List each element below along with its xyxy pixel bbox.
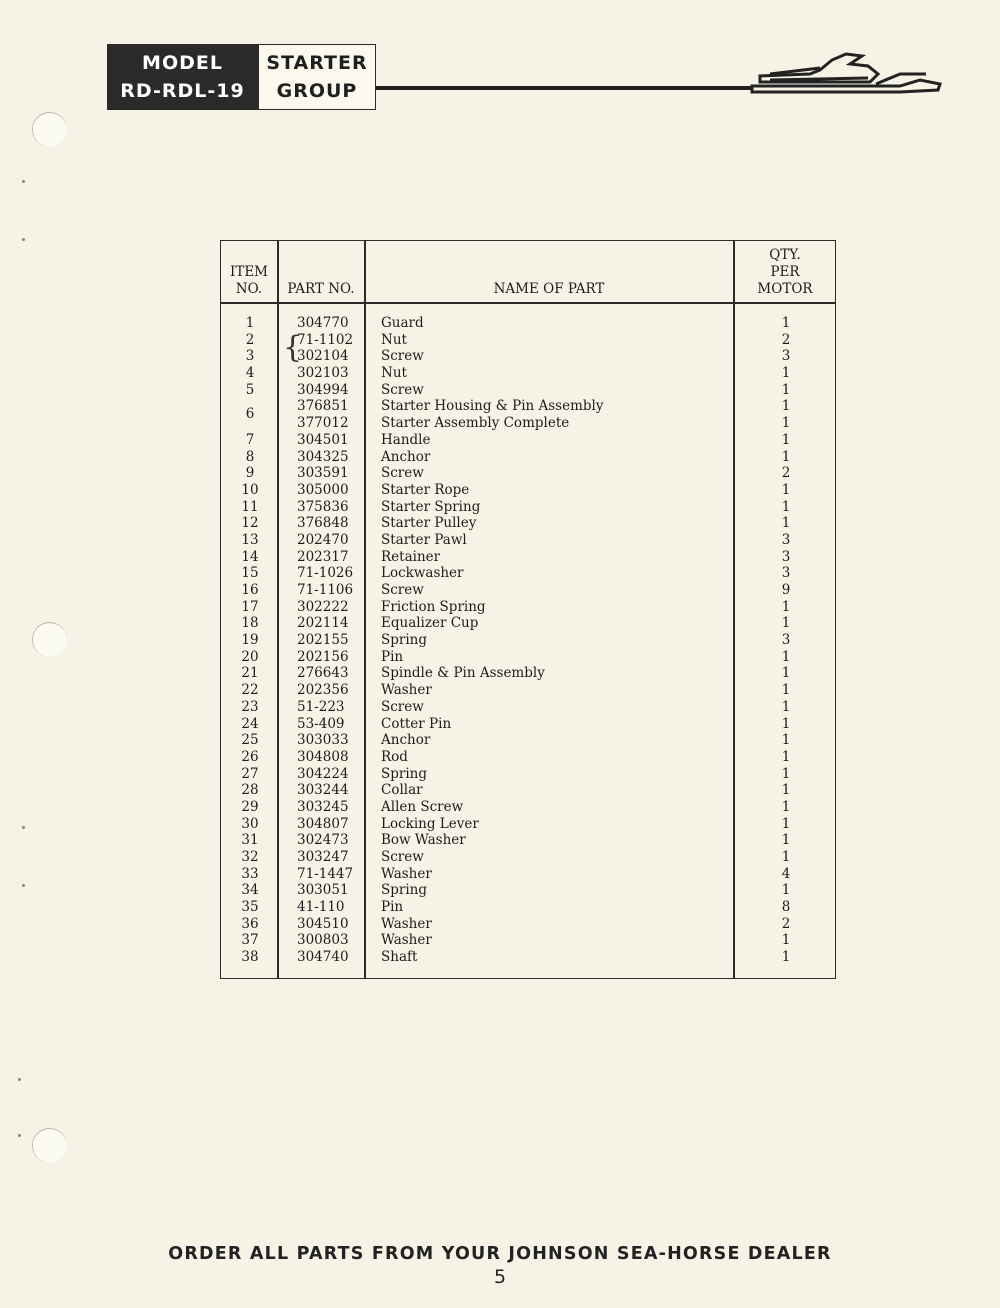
- part-no: 303247: [297, 849, 349, 865]
- quantity: 3: [781, 632, 791, 649]
- quantity: 1: [781, 732, 791, 749]
- item-no: 17: [241, 598, 259, 615]
- part-no: 71-1102: [297, 331, 354, 348]
- part-name: Washer: [381, 915, 432, 932]
- quantity: 3: [781, 548, 791, 565]
- table-row: [221, 415, 835, 432]
- part-name: Cotter Pin: [381, 715, 452, 732]
- quantity: 1: [781, 815, 791, 832]
- part-name: Anchor: [381, 732, 431, 749]
- table-row: [221, 465, 835, 482]
- item-no: 32: [241, 849, 259, 865]
- header-item-line1: ITEM: [229, 264, 268, 280]
- table-row: [221, 432, 835, 449]
- item-no: 8: [245, 448, 255, 465]
- item-no: 22: [241, 682, 259, 699]
- part-no: 304325: [297, 448, 349, 465]
- part-no: 376851: [297, 398, 349, 415]
- part-name: Screw: [381, 698, 424, 715]
- quantity: 1: [781, 949, 791, 966]
- table-row: [221, 348, 835, 365]
- paper-speck: [22, 180, 25, 183]
- quantity: 1: [781, 448, 791, 465]
- part-no: 302473: [297, 832, 349, 849]
- parts-table: [220, 240, 836, 979]
- sea-horse-logo-icon: [750, 44, 945, 98]
- item-no: 27: [241, 765, 259, 782]
- part-name: Spring: [381, 882, 427, 899]
- quantity: 1: [781, 698, 791, 715]
- part-name: Friction Spring: [381, 598, 486, 615]
- part-name: Spring: [381, 765, 427, 782]
- quantity: 3: [781, 531, 791, 548]
- part-no: 71-1106: [297, 582, 354, 598]
- table-row: [221, 799, 835, 816]
- paper-speck: [22, 826, 25, 829]
- part-no: 53-409: [297, 715, 345, 732]
- quantity: 2: [781, 915, 791, 932]
- quantity: 8: [781, 899, 791, 916]
- table-row: [221, 899, 835, 916]
- table-row: [221, 932, 835, 949]
- quantity: 1: [781, 481, 791, 498]
- table-row: [221, 665, 835, 682]
- table-row: [221, 716, 835, 733]
- order-notice: ORDER ALL PARTS FROM YOUR JOHNSON SEA-HORSE DEALER: [168, 1244, 832, 1264]
- item-no: 10: [241, 481, 259, 498]
- table-row: [221, 549, 835, 566]
- part-no: 304994: [297, 381, 349, 398]
- quantity: 1: [781, 315, 791, 331]
- part-name: Spring: [381, 632, 427, 649]
- part-no: 302103: [297, 365, 349, 382]
- item-no: 21: [241, 665, 259, 682]
- part-name: Starter Housing & Pin Assembly: [381, 398, 604, 415]
- part-name: Equalizer Cup: [381, 615, 479, 632]
- part-no: 304770: [297, 315, 349, 331]
- item-no: 34: [241, 882, 259, 899]
- table-row: [221, 766, 835, 783]
- item-no: 6: [245, 406, 255, 423]
- part-no: 202470: [297, 531, 349, 548]
- part-no: 376848: [297, 515, 349, 532]
- part-name: Anchor: [381, 448, 431, 465]
- item-no: 1: [245, 315, 255, 331]
- item-no: 11: [241, 498, 259, 515]
- table-row: [221, 365, 835, 382]
- part-name: Locking Lever: [381, 815, 479, 832]
- header-rule: [376, 86, 751, 90]
- quantity: 3: [781, 348, 791, 365]
- part-no: 202356: [297, 682, 349, 699]
- part-name: Washer: [381, 865, 432, 882]
- part-no: 303591: [297, 465, 349, 482]
- item-no: 19: [241, 632, 259, 649]
- item-no: 38: [241, 949, 259, 966]
- quantity: 2: [781, 465, 791, 482]
- part-no: 304224: [297, 765, 349, 782]
- quantity: 1: [781, 415, 791, 432]
- item-no: 18: [241, 615, 259, 632]
- part-name: Rod: [381, 748, 408, 765]
- item-no: 9: [245, 465, 255, 482]
- part-no: 302104: [297, 348, 349, 365]
- quantity: 1: [781, 882, 791, 899]
- quantity: 1: [781, 431, 791, 448]
- part-name: Spindle & Pin Assembly: [381, 665, 545, 682]
- table-row: [221, 565, 835, 582]
- quantity: 9: [781, 582, 791, 598]
- quantity: 1: [781, 598, 791, 615]
- part-no: 51-223: [297, 698, 345, 715]
- header-divider: [221, 302, 835, 304]
- header-qty-line3: MOTOR: [757, 281, 813, 297]
- item-no: 14: [241, 548, 259, 565]
- header-part-no: [278, 241, 364, 302]
- item-no: 15: [241, 565, 259, 582]
- part-name: Starter Pawl: [381, 531, 467, 548]
- part-name: Washer: [381, 682, 432, 699]
- quantity: 1: [781, 748, 791, 765]
- table-row: [221, 632, 835, 649]
- part-name: Collar: [381, 782, 423, 799]
- model-label-box: [107, 44, 258, 110]
- part-no: 41-110: [297, 899, 345, 916]
- part-name: Starter Spring: [381, 498, 481, 515]
- part-name: Pin: [381, 899, 404, 916]
- group-label-line1: STARTER: [266, 52, 368, 74]
- quantity: 1: [781, 365, 791, 382]
- table-row: [221, 749, 835, 766]
- table-row: [221, 649, 835, 666]
- item-no: 25: [241, 732, 259, 749]
- part-name: Starter Rope: [381, 481, 470, 498]
- table-row: [221, 849, 835, 866]
- quantity: 1: [781, 832, 791, 849]
- part-no: 71-1026: [297, 565, 354, 582]
- item-no: 5: [245, 381, 255, 398]
- quantity: 1: [781, 498, 791, 515]
- item-no: 26: [241, 748, 259, 765]
- part-name: Screw: [381, 849, 424, 865]
- item-no: 3: [245, 348, 255, 365]
- item-no: 30: [241, 815, 259, 832]
- quantity: 3: [781, 565, 791, 582]
- part-no: 276643: [297, 665, 349, 682]
- part-no: 303244: [297, 782, 349, 799]
- part-no: 304510: [297, 915, 349, 932]
- table-row: [221, 816, 835, 833]
- item-no: 36: [241, 915, 259, 932]
- table-row: [221, 832, 835, 849]
- table-row: [221, 699, 835, 716]
- part-name: Guard: [381, 315, 424, 331]
- part-name: Screw: [381, 348, 424, 365]
- part-name: Bow Washer: [381, 832, 466, 849]
- table-row: [221, 782, 835, 799]
- part-no: 304501: [297, 431, 349, 448]
- part-name: Screw: [381, 582, 424, 598]
- table-row: [221, 882, 835, 899]
- table-row: [221, 949, 835, 966]
- group-label-box: [258, 44, 376, 110]
- part-no: 304740: [297, 949, 349, 966]
- item-no: 2: [245, 331, 255, 348]
- part-name: Lockwasher: [381, 565, 464, 582]
- part-name: Retainer: [381, 548, 441, 565]
- part-name: Washer: [381, 932, 432, 949]
- table-row: [221, 615, 835, 632]
- part-name: Starter Assembly Complete: [381, 415, 570, 432]
- table-row: [221, 866, 835, 883]
- group-label-line2: GROUP: [276, 80, 358, 102]
- quantity: 1: [781, 381, 791, 398]
- quantity: 1: [781, 932, 791, 949]
- part-no: 303245: [297, 798, 349, 815]
- quantity: 1: [781, 782, 791, 799]
- header-item-no: [221, 241, 277, 302]
- quantity: 2: [781, 331, 791, 348]
- model-number: RD-RDL-19: [120, 80, 245, 102]
- part-name: Screw: [381, 465, 424, 482]
- header-qty-line1: QTY.: [769, 247, 801, 263]
- table-row: [221, 532, 835, 549]
- part-name: Shaft: [381, 949, 418, 966]
- binder-hole-bottom: [32, 1128, 67, 1163]
- table-row: [221, 398, 835, 423]
- item-no: 20: [241, 648, 259, 665]
- item-no: 16: [241, 582, 259, 598]
- item-no: 29: [241, 798, 259, 815]
- item-no: 35: [241, 899, 259, 916]
- table-row: [221, 332, 835, 349]
- part-name: Allen Screw: [381, 798, 464, 815]
- header-qty-per-motor: [734, 241, 836, 302]
- header-part-label: PART NO.: [287, 281, 355, 297]
- part-name: Pin: [381, 648, 404, 665]
- part-name: Starter Pulley: [381, 515, 477, 532]
- part-no: 304808: [297, 748, 349, 765]
- binder-hole-middle: [32, 622, 67, 657]
- part-name: Nut: [381, 365, 407, 382]
- part-name: Screw: [381, 381, 424, 398]
- paper-speck: [22, 238, 25, 241]
- quantity: 1: [781, 515, 791, 532]
- table-row: [221, 732, 835, 749]
- quantity: 1: [781, 849, 791, 865]
- part-no: 377012: [297, 415, 349, 432]
- table-row: [221, 499, 835, 516]
- part-no: 302222: [297, 598, 349, 615]
- paper-speck: [22, 884, 25, 887]
- item-no: 12: [241, 515, 259, 532]
- page-number: 5: [493, 1266, 507, 1288]
- table-body: [221, 315, 835, 966]
- header-item-line2: NO.: [235, 281, 263, 297]
- table-row: [221, 449, 835, 466]
- paper-speck: [18, 1134, 21, 1137]
- table-row: [221, 682, 835, 699]
- part-no: 202156: [297, 648, 349, 665]
- part-no: 303033: [297, 732, 349, 749]
- quantity: 4: [781, 865, 791, 882]
- brace-item-6: {: [283, 330, 303, 365]
- part-no: 305000: [297, 481, 349, 498]
- item-no: 13: [241, 531, 259, 548]
- quantity: 1: [781, 398, 791, 415]
- binder-hole-top: [32, 112, 67, 147]
- table-row: [221, 315, 835, 332]
- item-no: 33: [241, 865, 259, 882]
- table-row: [221, 599, 835, 616]
- quantity: 1: [781, 615, 791, 632]
- quantity: 1: [781, 648, 791, 665]
- part-name: Handle: [381, 431, 431, 448]
- part-no: 202155: [297, 632, 349, 649]
- model-label: MODEL: [142, 52, 223, 74]
- table-row: [221, 515, 835, 532]
- item-no: 7: [245, 431, 255, 448]
- header-name-label: NAME OF PART: [493, 281, 605, 297]
- part-no: 202317: [297, 548, 349, 565]
- quantity: 1: [781, 665, 791, 682]
- part-name: Nut: [381, 331, 407, 348]
- part-no: 375836: [297, 498, 349, 515]
- part-no: 304807: [297, 815, 349, 832]
- table-row: [221, 482, 835, 499]
- item-no: 23: [241, 698, 259, 715]
- quantity: 1: [781, 798, 791, 815]
- part-no: 303051: [297, 882, 349, 899]
- paper-speck: [18, 1078, 21, 1081]
- quantity: 1: [781, 682, 791, 699]
- table-row: [221, 916, 835, 933]
- table-row: [221, 582, 835, 599]
- header-qty-line2: PER: [770, 264, 800, 280]
- table-row: [221, 382, 835, 399]
- item-no: 37: [241, 932, 259, 949]
- item-no: 24: [241, 715, 259, 732]
- header-name-of-part: [365, 241, 733, 302]
- part-no: 71-1447: [297, 865, 354, 882]
- part-no: 202114: [297, 615, 349, 632]
- item-no: 4: [245, 365, 255, 382]
- item-no: 31: [241, 832, 259, 849]
- quantity: 1: [781, 765, 791, 782]
- item-no: 28: [241, 782, 259, 799]
- quantity: 1: [781, 715, 791, 732]
- part-no: 300803: [297, 932, 349, 949]
